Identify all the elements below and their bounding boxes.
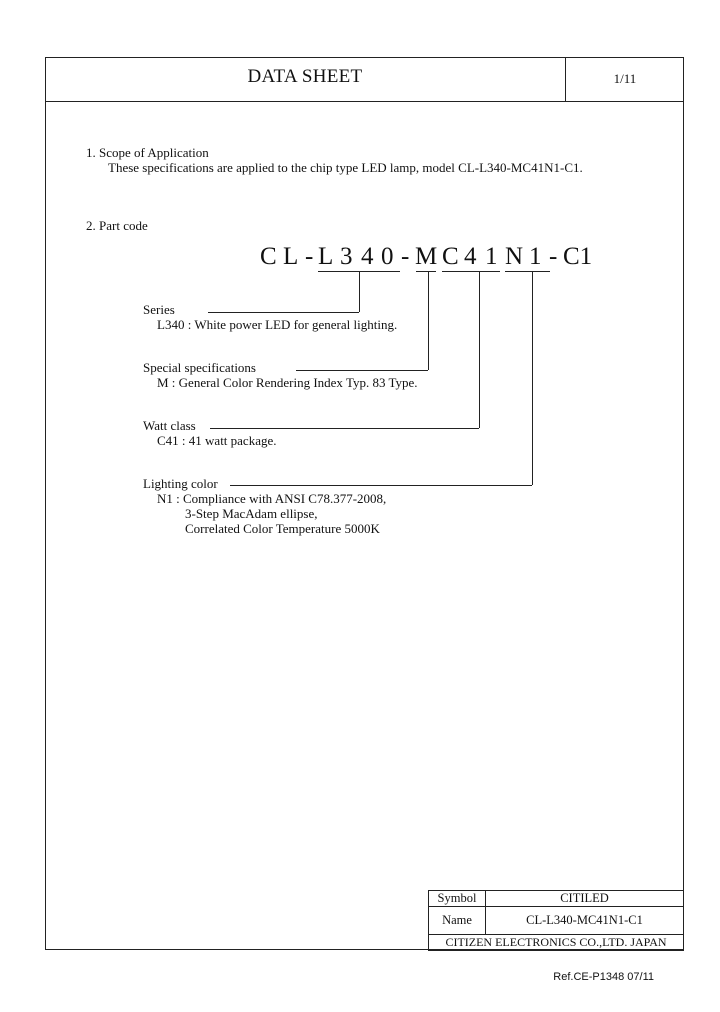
reference-number: Ref.CE-P1348 07/11 bbox=[553, 971, 654, 983]
series-label: Series bbox=[143, 302, 175, 317]
lighting-leader-vertical bbox=[532, 271, 533, 485]
code-char: C bbox=[260, 243, 277, 270]
name-label: Name bbox=[429, 907, 486, 935]
company-name: CITIZEN ELECTRONICS CO.,LTD. JAPAN bbox=[429, 935, 684, 951]
code-char: C1 bbox=[563, 243, 593, 270]
name-value: CL-L340-MC41N1-C1 bbox=[486, 907, 684, 935]
section1-heading: 1. Scope of Application bbox=[86, 145, 209, 160]
lighting-label: Lighting color bbox=[143, 476, 218, 491]
special-underline bbox=[416, 271, 436, 272]
lighting-leader-horizontal bbox=[230, 485, 532, 486]
code-char: - bbox=[305, 243, 314, 270]
header-divider bbox=[45, 101, 684, 102]
page-title: DATA SHEET bbox=[247, 66, 363, 87]
title-block-table bbox=[428, 890, 684, 951]
symbol-value: CITILED bbox=[486, 891, 684, 907]
code-char: - bbox=[549, 243, 558, 270]
code-char: C bbox=[442, 243, 459, 270]
special-leader-horizontal bbox=[296, 370, 428, 371]
code-char: 3 bbox=[340, 243, 353, 270]
series-leader-horizontal bbox=[208, 312, 359, 313]
code-char: N bbox=[505, 243, 524, 270]
special-leader-vertical bbox=[428, 271, 429, 370]
special-label: Special specifications bbox=[143, 360, 256, 375]
code-char: 4 bbox=[361, 243, 374, 270]
lighting-underline bbox=[505, 271, 550, 272]
code-char: M bbox=[415, 243, 438, 270]
code-char: L bbox=[318, 243, 334, 270]
code-char: 1 bbox=[485, 243, 498, 270]
code-char: 1 bbox=[529, 243, 542, 270]
lighting-desc-1: N1 : Compliance with ANSI C78.377-2008, bbox=[157, 491, 387, 506]
lighting-desc-3: Correlated Color Temperature 5000K bbox=[185, 521, 380, 536]
watt-label: Watt class bbox=[143, 418, 196, 433]
code-char: - bbox=[401, 243, 410, 270]
section1-text: These specifications are applied to the chip type LED lamp, model CL-L340-MC41N1-C1. bbox=[108, 160, 583, 175]
code-char: 0 bbox=[381, 243, 394, 270]
code-char: 4 bbox=[464, 243, 477, 270]
watt-desc: C41 : 41 watt package. bbox=[157, 433, 277, 448]
watt-leader-horizontal bbox=[210, 428, 479, 429]
page-number: 1/11 bbox=[613, 71, 637, 86]
lighting-desc-2: 3-Step MacAdam ellipse, bbox=[185, 506, 318, 521]
symbol-label: Symbol bbox=[429, 891, 486, 907]
special-desc: M : General Color Rendering Index Typ. 83 Type. bbox=[157, 375, 418, 390]
code-char: L bbox=[283, 243, 299, 270]
section2-heading: 2. Part code bbox=[86, 218, 148, 233]
watt-underline bbox=[442, 271, 500, 272]
series-desc: L340 : White power LED for general lighting. bbox=[157, 317, 398, 332]
series-leader-vertical bbox=[359, 271, 360, 312]
watt-leader-vertical bbox=[479, 271, 480, 428]
